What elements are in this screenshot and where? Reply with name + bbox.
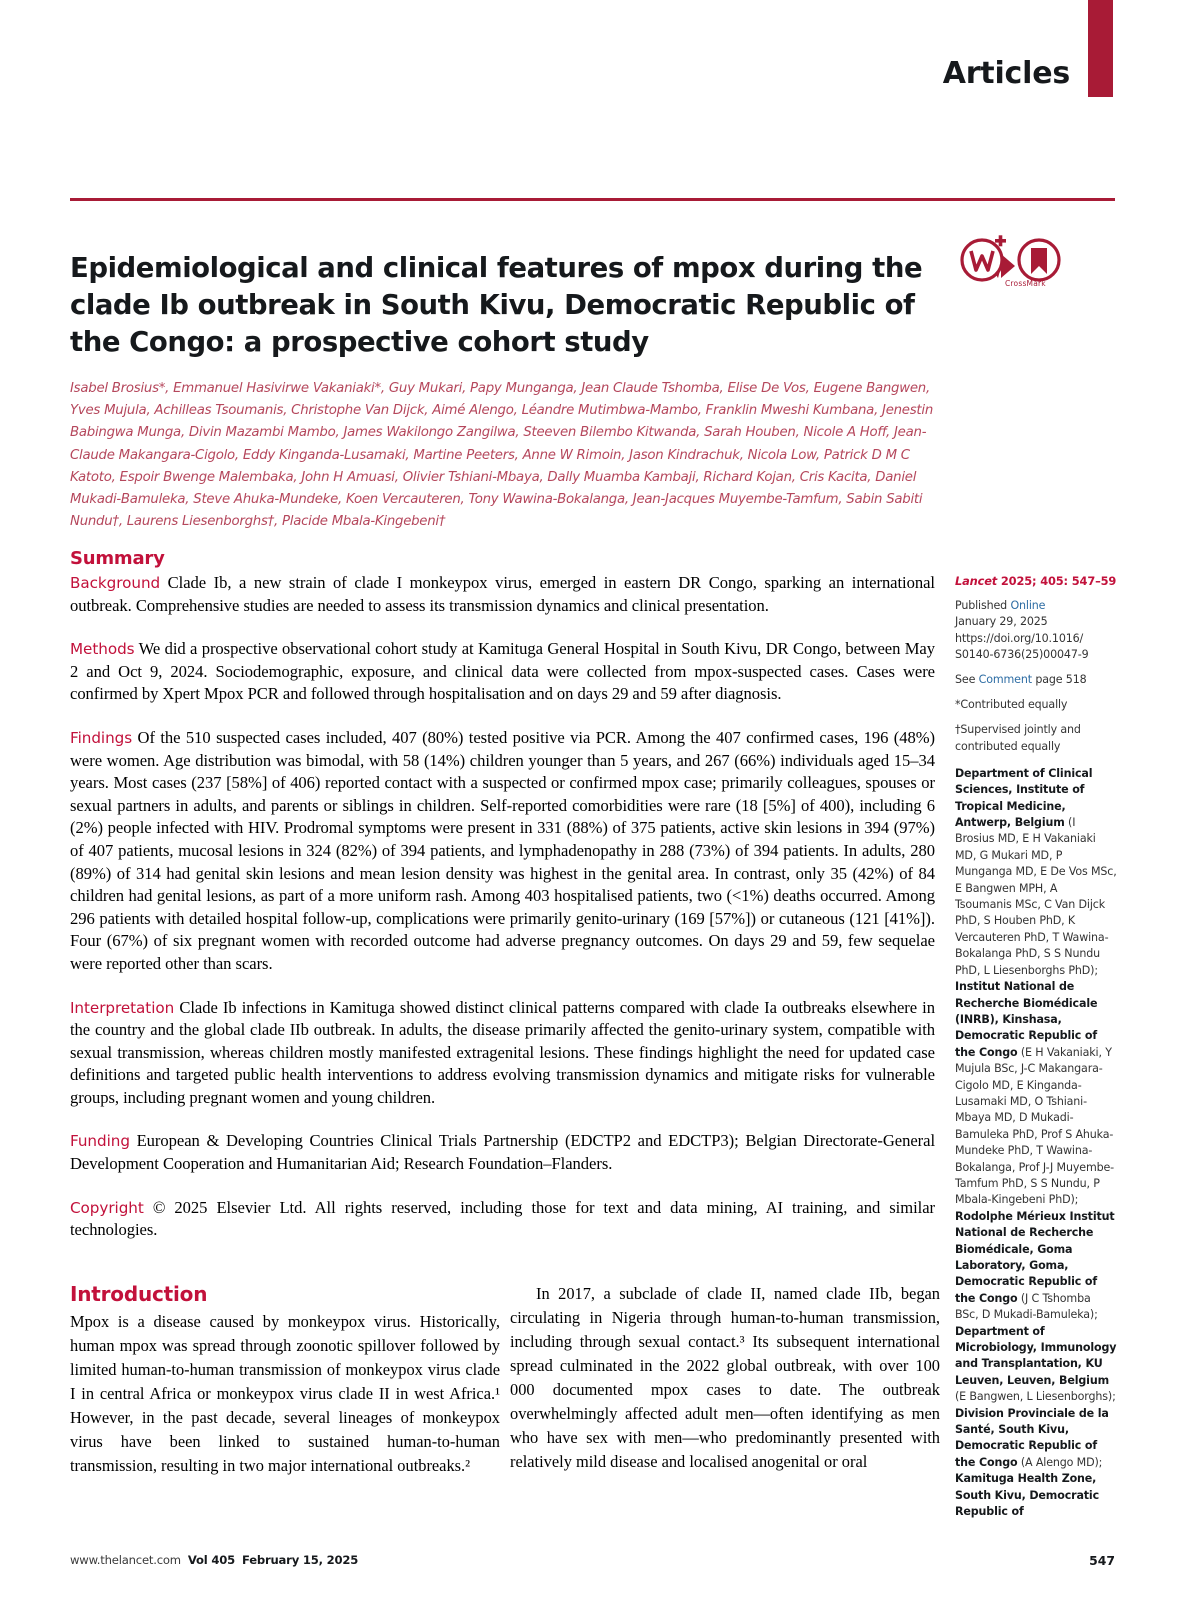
affiliation-institution: Institut National de Recherche Biomédicale (INRB), Kinshasa, Democratic Republic of the Congo <box>955 980 1098 1059</box>
see-comment-link[interactable]: Comment <box>978 673 1032 687</box>
citation-journal: Lancet <box>955 574 998 588</box>
summary-section <box>70 548 935 1242</box>
findings-text: Of the 510 suspected cases included, 407 (80%) tested positive via PCR. Among the 407 confirmed cases, 196 (48%) were women. Age distribution was bimodal, with 58 (14%) children younger than 5 years, and 267 (66%) individuals aged 15–34 years. Most cases (237 [58%] of 406) reported contact with a suspected or confirmed mpox case; primarily colleagues, spouses or sexual partners in adults, and parents or siblings in children. Self-reported comorbidities were rare (18 [5%] of 400), including 6 (2%) people infected with HIV. Prodromal symptoms were present in 331 (88%) of 375 patients, active skin lesions in 394 (97%) of 407 patients, mucosal lesions in 324 (82%) of 394 patients, and lymphadenopathy in 288 (73%) of 394 patients. In adults, 280 (89%) of 314 had genital skin lesions and mean lesion density was highest in the genital area. In contrast, only 35 (42%) of 84 children had genital lesions, as part of a more uniform rash. Among 403 hospitalised patients, two (<1%) deaths occurred. Among 296 patients with detailed hospital follow-up, complications were primarily genito-urinary (169 [57%]) or cutaneous (121 [41%]). Four (67%) of six pregnant women with recorded outcome had adverse pregnancy outcomes. On days 29 and 59, few sequelae were reported other than scars. <box>70 727 935 973</box>
summary-findings <box>70 727 935 976</box>
footer-page-number: 547 <box>1089 1553 1115 1568</box>
header-divider-rule <box>70 198 1115 201</box>
footnote-contributed-equally: *Contributed equally <box>955 698 1068 712</box>
methods-label: Methods <box>70 640 135 659</box>
article-title: Epidemiological and clinical features of mpox during the clade Ib outbreak in South Kivu, Democratic Republic of the Congo: a prospective cohort study <box>70 252 923 359</box>
introduction-column-right <box>510 1282 940 1474</box>
sidebar-metadata <box>955 573 1117 1521</box>
see-comment-suffix: page 518 <box>1031 673 1087 687</box>
funding-label: Funding <box>70 1132 130 1151</box>
doi-line-2[interactable]: S0140-6736(25)00047-9 <box>955 647 1089 661</box>
published-online-link[interactable]: Online <box>1010 599 1046 613</box>
affiliation-institution: Rodolphe Mérieux Institut National de Recherche Biomédicale, Goma Laboratory, Goma, Democratic Republic of the Congo <box>955 1209 1115 1305</box>
summary-interpretation <box>70 997 935 1110</box>
citation-volume-pages: 2025; 405: 547–59 <box>997 574 1117 588</box>
affiliation-people: (J C Tshomba BSc, D Mukadi-Bamuleka); <box>955 1291 1098 1322</box>
summary-copyright <box>70 1197 935 1242</box>
interpretation-text: Clade Ib infections in Kamituga showed distinct clinical patterns compared with clade Ia outbreaks elsewhere in the country and the global clade IIb outbreak. In adults, the disease primarily affected the genito-urinary system, compatible with sexual transmission, whereas children mostly manifested extragenital lesions. These findings highlight the need for updated case definitions and targeted public health interventions to address evolving transmission dynamics and mitigate risks for vulnerable groups, including pregnant women and young children. <box>70 997 935 1107</box>
section-label: Articles <box>942 56 1070 91</box>
crossmark-badge[interactable] <box>957 232 1067 294</box>
affiliation-people: (A Alengo MD); <box>1017 1455 1103 1469</box>
doi-line-1[interactable]: https://doi.org/10.1016/ <box>955 631 1084 645</box>
page-header <box>0 0 1200 200</box>
summary-methods <box>70 638 935 706</box>
see-comment-prefix: See <box>955 673 979 687</box>
affiliations-list <box>955 766 1117 1521</box>
affiliation-institution: Division Provinciale de la Santé, South Kivu, Democratic Republic of the Congo <box>955 1406 1109 1469</box>
citation-line <box>955 573 1117 589</box>
affiliation-institution: Department of Microbiology, Immunology and Transplantation, KU Leuven, Leuven, Belgium <box>955 1324 1117 1387</box>
summary-background <box>70 572 935 617</box>
published-date: January 29, 2025 <box>955 615 1048 629</box>
footer-left <box>70 1553 358 1567</box>
author-list: Isabel Brosius*, Emmanuel Hasivirwe Vakaniaki*, Guy Mukari, Papy Munganga, Jean Claude Tshomba, Elise De Vos, Eugene Bangwen, Yves Mujula, Achilleas Tsoumanis, Christophe Van Dijck, Aimé Alengo, Léandre Mutimbwa-Mambo, Franklin Mweshi Kumbana, Jenestin Babingwa Munga, Divin Mazambi Mambo, James Wakilongo Zangilwa, Steeven Bilembo Kitwanda, Sarah Houben, Nicole A Hoff, Jean-Claude Makangara-Cigolo, Eddy Kinganda-Lusamaki, Martine Peeters, Anne W Rimoin, Jason Kindrachuk, Nicola Low, Patrick D M C Katoto, Espoir Bwenge Malembaka, John H Amuasi, Olivier Tshiani-Mbaya, Dally Muamba Kambaji, Richard Kojan, Cris Kacita, Daniel Mukadi-Bamuleka, Steve Ahuka-Mundeke, Koen Vercauteren, Tony Wawina-Bokalanga, Jean-Jacques Muyembe-Tamfum, Sabin Sabiti Nundu†, Laurens Liesenborghs†, Placide Mbala-Kingebeni† <box>70 381 934 530</box>
introduction-paragraph-2: In 2017, a subclade of clade II, named clade IIb, began circulating in Nigeria through human-to-human transmission, including through sexual contact.³ Its subsequent international spread culminated in the 2022 global outbreak, with over 100 000 documented mpox cases to date. The outbreak overwhelmingly affected adult men—often identifying as men who have sex with men—who predominantly presented with relatively mild disease and localised anogenital or oral <box>510 1284 940 1471</box>
background-text: Clade Ib, a new strain of clade I monkeypox virus, emerged in eastern DR Congo, sparking an international outbreak. Comprehensive studies are needed to assess its transmission dynamics and clinical presentation. <box>70 573 935 615</box>
affiliation-institution: Kamituga Health Zone, South Kivu, Democratic Republic of <box>955 1472 1100 1519</box>
affiliation-people: (I Brosius MD, E H Vakaniaki MD, G Mukari MD, P Munganga MD, E De Vos MSc, E Bangwen MPH, A Tsoumanis MSc, C Van Dijck PhD, S Houben PhD, K Vercauteren PhD, T Wawina-Bokalanga PhD, S S Nundu PhD, L Liesenborghs PhD); <box>955 816 1117 977</box>
introduction-paragraph-1: Mpox is a disease caused by monkeypox virus. Historically, human mpox was spread through zoonotic spillover followed by limited human-to-human transmission of monkeypox virus clade I in central Africa or monkeypox virus clade II in west Africa.¹ However, in the past decade, several lineages of monkeypox virus have been linked to sustained human-to-human transmission, resulting in two major international outbreaks.² <box>70 1312 500 1475</box>
footer-volume: Vol 405 <box>187 1553 235 1567</box>
interpretation-label: Interpretation <box>70 998 175 1017</box>
summary-funding <box>70 1130 935 1175</box>
introduction-heading: Introduction <box>70 1282 208 1306</box>
footer-site-url[interactable]: www.thelancet.com <box>70 1553 181 1567</box>
footer-date: February 15, 2025 <box>241 1553 359 1567</box>
affiliation-institution: Department of Clinical Sciences, Institute of Tropical Medicine, Antwerp, Belgium <box>955 766 1093 830</box>
summary-heading: Summary <box>70 548 165 569</box>
published-online-block <box>955 598 1117 663</box>
crossmark-label: CrossMark <box>1005 279 1046 288</box>
findings-label: Findings <box>70 728 133 747</box>
background-label: Background <box>70 574 161 592</box>
funding-text: European & Developing Countries Clinical Trials Partnership (EDCTP2 and EDCTP3); Belgian Directorate-General Development Cooperation and Humanitarian Aid; Research Foundation–Flanders. <box>70 1131 935 1174</box>
introduction-column-left <box>70 1310 500 1478</box>
copyright-text: © 2025 Elsevier Ltd. All rights reserved, including those for text and data mining, AI training, and similar technologies. <box>70 1197 935 1240</box>
header-accent-bar <box>1088 0 1113 97</box>
methods-text: We did a prospective observational cohort study at Kamituga General Hospital in South Kivu, DR Congo, between May 2 and Oct 9, 2024. Sociodemographic, exposure, and clinical data were collected from mpox-suspected cases. Cases were confirmed by Xpert Mpox PCR and followed through hospitalisation and on days 29 and 59 after diagnosis. <box>70 639 935 704</box>
affiliation-people: (E Bangwen, L Liesenborghs); <box>955 1390 1116 1404</box>
copyright-label: Copyright <box>70 1198 144 1217</box>
see-comment-block <box>955 672 1117 688</box>
affiliation-people: (E H Vakaniaki, Y Mujula BSc, J-C Makangara-Cigolo MD, E Kinganda-Lusamaki MD, O Tshiani-Mbaya MD, D Mukadi-Bamuleka PhD, Prof S Ahuka-Mundeke PhD, T Wawina-Bokalanga, Prof J-J Muyembe-Tamfum PhD, S S Nundu, P Mbala-Kingebeni PhD); <box>955 1045 1115 1207</box>
footnote-supervised-jointly: †Supervised jointly and contributed equally <box>955 723 1081 753</box>
published-label: Published <box>955 599 1011 613</box>
